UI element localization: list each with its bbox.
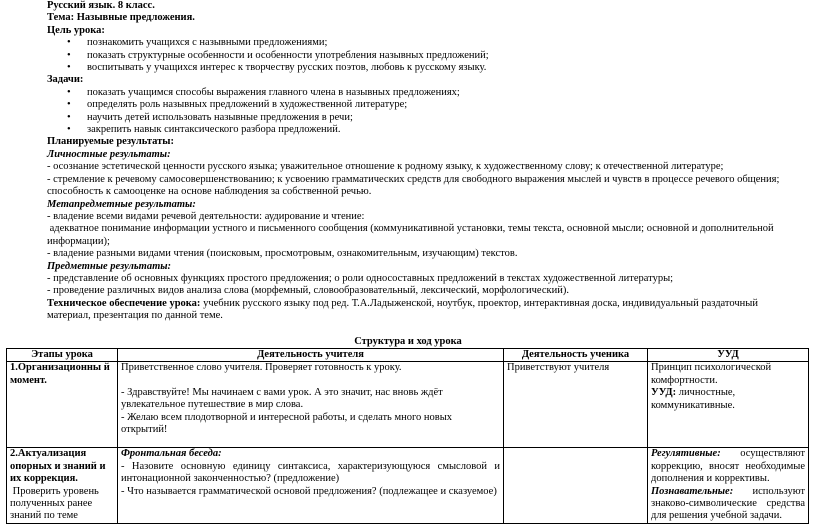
meta-result: - владение разными видами чтения (поисковым, просмотровым, ознакомительным, изучающим) текстов.: [47, 248, 518, 260]
stage-cell: 1.Организационны й момент.: [7, 362, 118, 448]
lesson-structure-table: [6, 348, 809, 524]
uud-rest: личностные, коммуникативные.: [651, 387, 736, 411]
uud-label: Регулятивные:: [651, 448, 721, 460]
goals-list: [47, 37, 787, 74]
column-header: УУД: [648, 349, 809, 362]
column-header: Деятельность ученика: [504, 349, 648, 362]
personal-result: - осознание эстетической ценности русского языка; уважительное отношение к родному языку, к художественному слову; к отечественной литературе;: [47, 161, 724, 173]
table-row: [7, 362, 809, 448]
subject-line: Русский язык. 8 класс.: [47, 0, 155, 11]
uud-rest: осуществляют коррекцию, вносят необходимые дополнения и коррективы.: [651, 448, 805, 485]
list-item: • научить детей использовать назывные предложения в речи;: [87, 112, 787, 124]
stage-text: Проверить уровень полученных ранее знаний по теме: [10, 485, 102, 522]
list-item: • познакомить учащихся с назывными предложениями;: [87, 37, 787, 49]
teacher-cell: [118, 448, 504, 523]
stage-title: 2.Актуализация опорных и знаний и их коррекция.: [10, 448, 106, 485]
stage-cell: [7, 448, 118, 523]
results-heading: Планируемые результаты:: [47, 136, 174, 148]
uud-cell: [648, 362, 809, 448]
uud-line: [651, 486, 805, 523]
uud-rest: используют знаково-символические средства для решения учебной задачи.: [651, 485, 805, 522]
teacher-text: - Назовите основную единицу синтаксиса, характеризующуюся смысловой и интонационной законченностью? (предложение): [121, 460, 500, 485]
equipment-label: Техническое обеспечение урока:: [47, 297, 201, 309]
subject-result: - представление об основных функциях простого предложения; о роли односоставных предложений в текстах художественной литературы;: [47, 272, 674, 284]
subject-result: - проведение различных видов анализа слова (морфемный, словообразовательный, лексический, морфологический).: [47, 285, 569, 297]
teacher-heading: Фронтальная беседа:: [121, 448, 222, 460]
meta-result: адекватное понимание информации устного и письменного сообщения (коммуникативной установки, темы текста, основной мысли; основной и дополнительной информации);: [47, 223, 777, 247]
column-header: Деятельность учителя: [118, 349, 504, 362]
teacher-text: Приветственное слово учителя. Проверяет готовность к уроку.: [121, 362, 402, 374]
student-cell: [504, 448, 648, 523]
uud-label: УУД:: [651, 387, 677, 399]
teacher-text: - Здравствуйте! Мы начинаем с вами урок. А это значит, нас вновь ждёт увлекательное путешествие в мир слова.: [121, 386, 443, 411]
equipment-text: учебник русского языку под ред. Т.А.Ладыженской, ноутбук, проектор, интерактивная доска, индивидуальный раздаточный материал, презентация по данной теме.: [47, 297, 758, 322]
uud-label: Познавательные:: [651, 485, 734, 497]
lesson-header: [47, 0, 787, 323]
uud-text: Принцип психологической комфортности.: [651, 362, 772, 386]
goal-heading: Цель урока:: [47, 24, 105, 36]
personal-heading: Личностные результаты:: [47, 148, 171, 160]
topic-line: Тема: Назывные предложения.: [47, 12, 195, 24]
table-header-row: [7, 349, 809, 362]
student-cell: Приветствуют учителя: [504, 362, 648, 448]
list-item: • определять роль назывных предложений в художественной литературе;: [87, 99, 787, 111]
list-item: • показать структурные особенности и особенности употребления назывных предложений;: [87, 50, 787, 62]
teacher-text: - Что называется грамматической основой предложения? (подлежащее и сказуемое): [121, 485, 497, 497]
table-row: [7, 448, 809, 523]
teacher-cell: [118, 362, 504, 448]
tasks-heading: Задачи:: [47, 74, 84, 86]
subject-results-heading: Предметные результаты:: [47, 260, 172, 272]
list-item: • воспитывать у учащихся интерес к творчеству русских поэтов, любовь к русскому языку.: [87, 62, 787, 74]
equipment-paragraph: [47, 298, 787, 323]
meta-heading: Метапредметные результаты:: [47, 198, 196, 210]
column-header: Этапы урока: [7, 349, 118, 362]
list-item: • закрепить навык синтаксического разбора предложений.: [87, 124, 787, 136]
meta-result: - владение всеми видами речевой деятельности: аудирование и чтение:: [47, 210, 365, 222]
uud-line: [651, 448, 805, 485]
teacher-text: - Желаю всем плодотворной и интересной работы, и сделать много новых открытий!: [121, 411, 453, 436]
personal-result: - стремление к речевому самосовершенствованию; к усвоению грамматических средств для свободного выражения мыслей и чувств в процессе речевого общения; способность к самооценке на основе наблюдения за собственной речью.: [47, 173, 780, 198]
uud-cell: [648, 448, 809, 523]
tasks-list: [47, 87, 787, 137]
structure-title: Структура и ход урока: [354, 336, 462, 347]
list-item: • показать учащимся способы выражения главного члена в назывных предложениях;: [87, 87, 787, 99]
spacer: [121, 375, 500, 387]
uud-line: [651, 387, 805, 412]
